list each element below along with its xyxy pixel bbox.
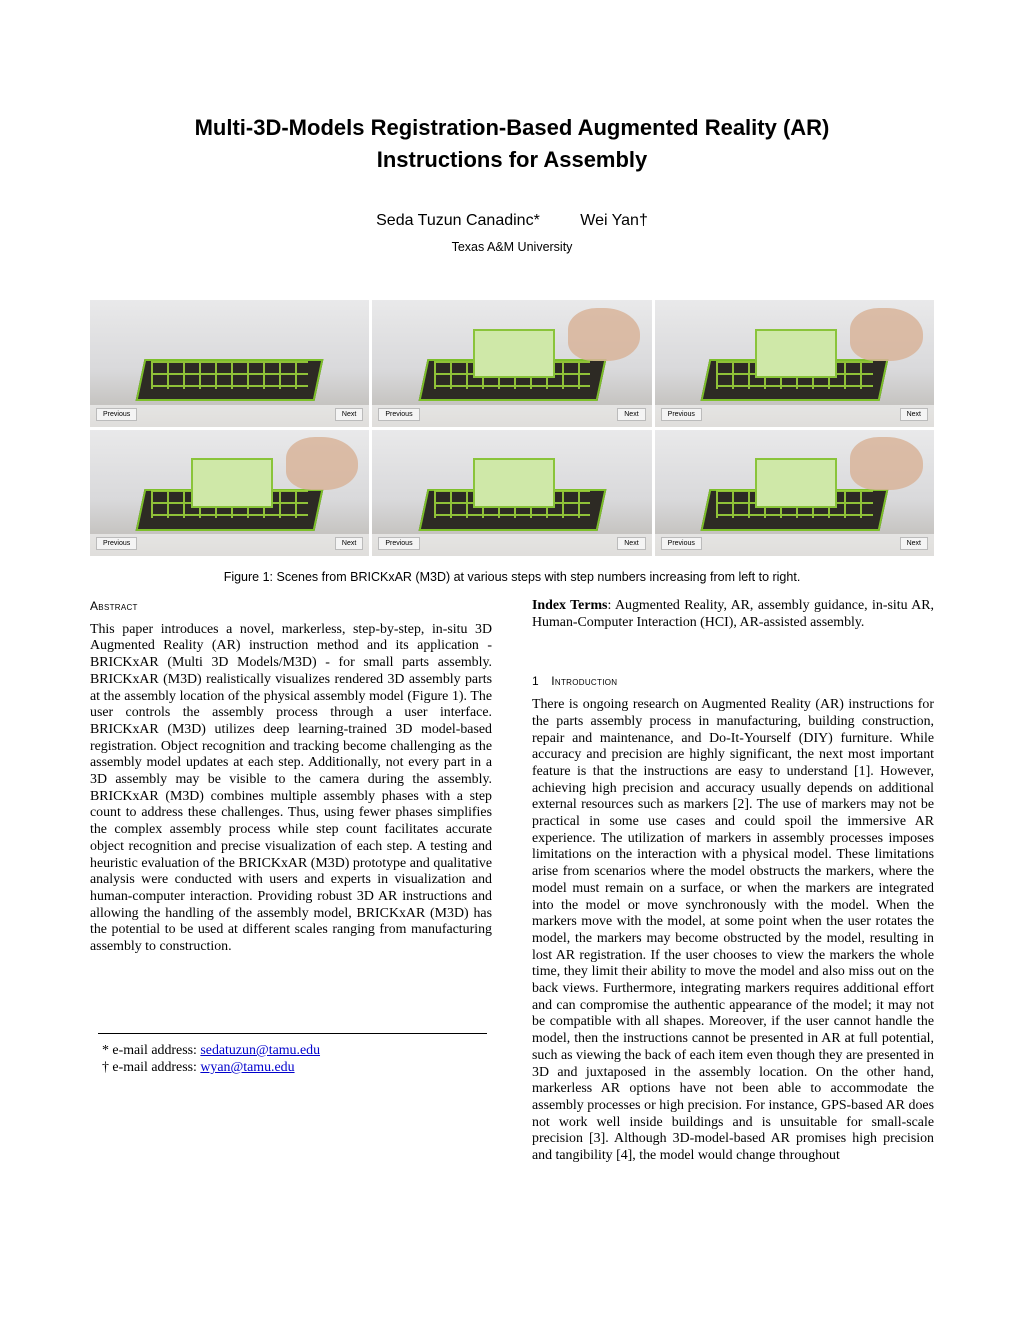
brick-model bbox=[473, 458, 555, 508]
scene-step-4 bbox=[90, 430, 369, 557]
title-line-1: Multi-3D-Models Registration-Based Augmented Reality (AR) bbox=[194, 115, 830, 140]
footnote-email-2 bbox=[102, 1059, 492, 1076]
scene-step-6 bbox=[655, 430, 934, 557]
title-line-2: Instructions for Assembly bbox=[376, 147, 648, 172]
paper-title bbox=[0, 112, 1024, 176]
abstract-heading: Abstract bbox=[90, 599, 138, 613]
email-link-2[interactable]: wyan@tamu.edu bbox=[200, 1060, 295, 1075]
author-2: Wei Yan† bbox=[580, 212, 648, 229]
footnote-email-2-prefix: † e-mail address: bbox=[102, 1060, 201, 1075]
previous-button: Previous bbox=[661, 537, 702, 550]
brick-model bbox=[755, 329, 837, 379]
footnote-email-1 bbox=[102, 1042, 492, 1059]
introduction-body: There is ongoing research on Augmented Reality (AR) instructions for the parts assembly process in manufacturing, building construction, repair and maintenance, and Do-It-Yourself (DIY) furniture. While accuracy and precision are highly significant, the next most important feature is that the instructions are easy to understand [1]. However, achieving high precision and accuracy usually depends on additional external resources such as markers [2]. The use of markers may not be practical in some use cases and could spoil the immersive AR experience. The utilization of markers in assembly processes imposes limitations on the interaction with a physical model. These limitations arise from scenarios where the model obstructs the markers, where the model must remain on a surface, or when the markers are integrated into the model or move synchronously with the model. When the markers move with the model, at some point when the user rotates the model, the markers may become obstructed by the model, resulting in lost AR registration. If the user chooses to view the markers the whole time, they limit their ability to move the model and also miss out on the back views. Furthermore, integrating markers requires additional effort and can compromise the authentic appearance of the model; it may not be compatible with all shapes. Moreover, if the user cannot handle the model, then the instructions cannot be presented in AR at full potential, such as viewing the back of each item even though they are presented in 3D and juxtaposed in the assembly location. On the other hand, markerless AR options have not been able to accommodate the assembly processes or high precision. For instance, GPS-based AR does not work well inside buildings and is unsuitable for small-scale precision [3]. Although 3D-model-based AR promises high precision and tangibility [4], the model would change throughout bbox=[532, 697, 934, 1164]
brick-model bbox=[755, 458, 837, 508]
brick-model bbox=[473, 329, 555, 379]
next-button: Next bbox=[900, 537, 928, 550]
abstract-body: This paper introduces a novel, markerless, step-by-step, in-situ 3D Augmented Reality (AR) instruction method and its application - BRICKxAR (Multi 3D Models/M3D) - for small parts assembly. BRICKxAR (M3D) realistically visualizes rendered 3D assembly parts at the assembly location of the physical assembly model (Figure 1). The user controls the assembly process through a user interface. BRICKxAR (M3D) utilizes deep learning-trained 3D model-based registration. Object recognition and tracking become challenging as the assembly model updates at each step. Additionally, not every part in a 3D assembly may be visible to the camera during the assembly. BRICKxAR (M3D) combines multiple assembly phases with a step count to address these challenges. Thus, using fewer phases simplifies the complex assembly process while step count facilitates accurate object recognition and precise visualization of each step. A testing and heuristic evaluation of the BRICKxAR (M3D) prototype and qualitative analysis were conducted with users and experts in visualization and human-computer interaction. Providing robust 3D AR instructions and allowing the handling of the assembly model, BRICKxAR (M3D) has the potential to be used at different scales ranging from manufacturing assembly to construction. bbox=[90, 621, 492, 955]
scene-step-3 bbox=[655, 300, 934, 427]
introduction-heading: 1 Introduction bbox=[532, 674, 618, 689]
figure-1-scenes bbox=[90, 300, 934, 556]
index-terms-label: Index Terms bbox=[532, 598, 608, 613]
figure-caption: Figure 1: Scenes from BRICKxAR (M3D) at various steps with step numbers increasing from left to right. bbox=[223, 570, 801, 584]
scene-step-1 bbox=[90, 300, 369, 427]
footnotes bbox=[102, 1042, 492, 1076]
previous-button: Previous bbox=[378, 537, 419, 550]
index-terms-text: : Augmented Reality, AR, assembly guidance, in-situ AR, Human-Computer Interaction (HCI), AR-assisted assembly. bbox=[532, 598, 934, 630]
right-column bbox=[532, 598, 934, 1165]
next-button: Next bbox=[617, 537, 645, 550]
footnote-email-1-prefix: * e-mail address: bbox=[102, 1043, 201, 1058]
user-hand bbox=[850, 437, 923, 490]
next-button: Next bbox=[900, 408, 928, 421]
left-column bbox=[90, 598, 492, 956]
brick-model bbox=[191, 458, 273, 508]
next-button: Next bbox=[617, 408, 645, 421]
previous-button: Previous bbox=[96, 408, 137, 421]
previous-button: Previous bbox=[378, 408, 419, 421]
user-hand bbox=[286, 437, 359, 490]
user-hand bbox=[568, 308, 641, 361]
previous-button: Previous bbox=[661, 408, 702, 421]
index-terms bbox=[532, 598, 934, 631]
scene-step-5 bbox=[372, 430, 651, 557]
next-button: Next bbox=[335, 537, 363, 550]
ar-grid-overlay bbox=[151, 361, 307, 389]
next-button: Next bbox=[335, 408, 363, 421]
author-1: Seda Tuzun Canadinc* bbox=[376, 212, 540, 229]
user-hand bbox=[850, 308, 923, 361]
author-list bbox=[0, 212, 1024, 230]
footnote-rule bbox=[98, 1033, 487, 1034]
email-link-1[interactable]: sedatuzun@tamu.edu bbox=[200, 1043, 321, 1058]
affiliation: Texas A&M University bbox=[451, 240, 573, 254]
scene-step-2 bbox=[372, 300, 651, 427]
previous-button: Previous bbox=[96, 537, 137, 550]
